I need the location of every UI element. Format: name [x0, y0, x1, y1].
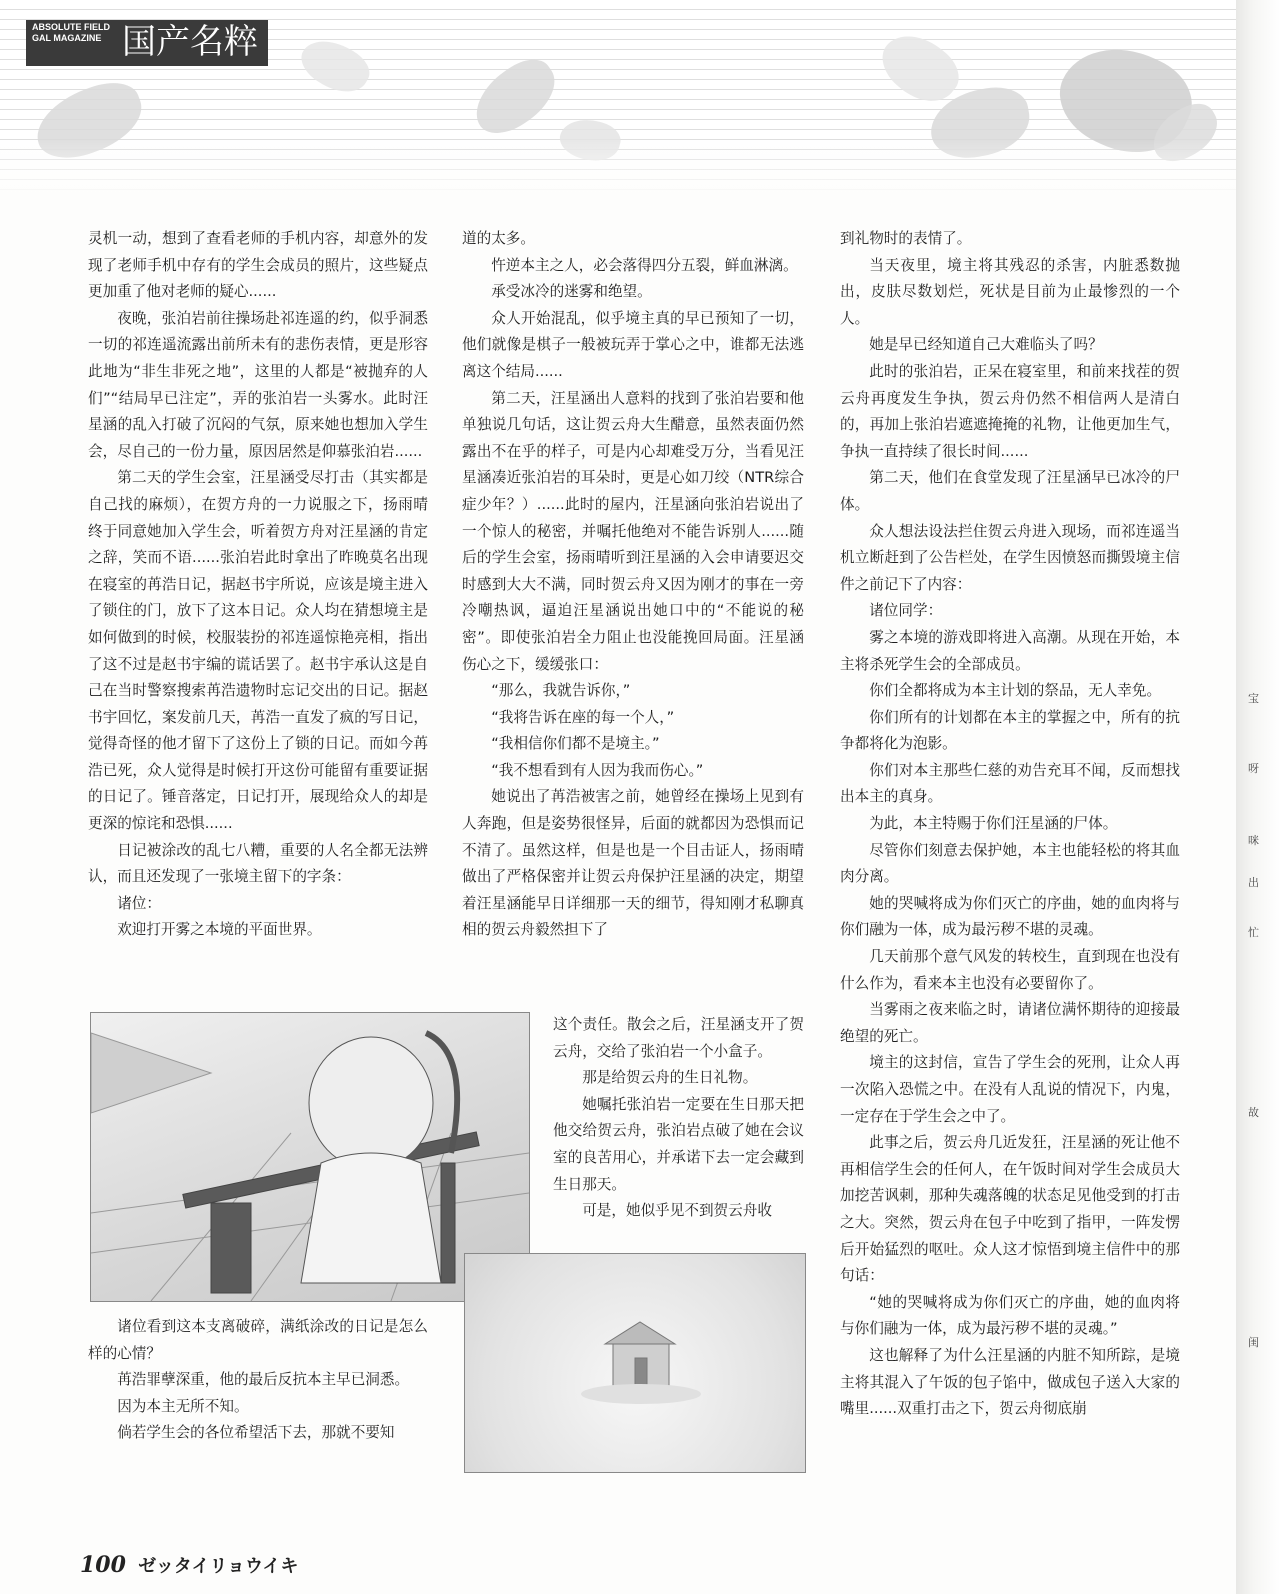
- text-column-middle-narrow: [553, 1012, 804, 1225]
- paragraph: 众人想法设法拦住贺云舟进入现场，而祁连遥当机立断赶到了公告栏处，在学生因愤怒而撕毁境主信件之前记下了内容：: [840, 522, 1180, 593]
- paragraph: 你们全都将成为本主计划的祭品，无人幸免。: [869, 682, 1162, 700]
- edge-char: 忙: [1248, 926, 1259, 939]
- paragraph: 此事之后，贺云舟几近发狂，汪星涵的死让他不再相信学生会的任何人，在午饭时间对学生会成员大加挖苦讽刺，那种失魂落魄的状态足见他受到的打击之大。突然，贺云舟在包子中吃到了指甲，一阵发愣后开始猛烈的呕吐。众人这才惊悟到境主信件中的那句话：: [840, 1134, 1180, 1285]
- paragraph: 这也解释了为什么汪星涵的内脏不知所踪，是境主将其混入了午饭的包子馅中，做成包子送入大家的嘴里......双重打击之下，贺云舟彻底崩: [840, 1346, 1180, 1418]
- paragraph: 苒浩罪孽深重，他的最后反抗本主早已洞悉。: [117, 1371, 410, 1389]
- paragraph: 忤逆本主之人，必会落得四分五裂，鲜血淋漓。: [491, 256, 798, 274]
- paragraph: 她说出了苒浩被害之前，她曾经在操场上见到有人奔跑，但是姿势很怪异，后面的就都因为恐惧而记不清了。虽然这样，但是也是一个目击证人，扬雨晴做出了严格保密并让贺云舟保护汪星涵的决定，期望着汪星涵能早日详细那一天的细节，得知刚才私聊真相的贺云舟毅然担下了: [462, 788, 804, 939]
- paragraph: 日记被涂改的乱七八糟，重要的人名全都无法辨认，而且还发现了一张境主留下的字条：: [88, 841, 428, 886]
- edge-char: 咪: [1248, 834, 1259, 847]
- paragraph: 可是，她似乎见不到贺云舟收: [582, 1202, 772, 1220]
- edge-char: 出: [1248, 876, 1259, 889]
- paragraph: “我相信你们都不是境主。”: [491, 735, 660, 753]
- paragraph: 诸位：: [117, 894, 161, 912]
- paragraph: 承受冰冷的迷雾和绝望。: [491, 283, 652, 301]
- petal-decoration: [294, 29, 377, 102]
- edge-char: 呀: [1248, 762, 1259, 775]
- text-column-right: [840, 226, 1180, 1423]
- section-title: 国产名粹: [122, 22, 258, 62]
- illustration-small-house: [464, 1253, 806, 1473]
- text-column-left: [88, 226, 428, 944]
- paragraph: 尽管你们刻意去保护她，本主也能轻松的将其血肉分离。: [840, 841, 1180, 886]
- logo-line1: ABSOLUTE FIELD: [32, 22, 110, 32]
- paragraph: 她嘱托张泊岩一定要在生日那天把他交给贺云舟，张泊岩点破了她在会议室的良苦用心，并承诺下去一定会藏到生日那天。: [553, 1095, 804, 1193]
- paragraph: “她的哭喊将成为你们灭亡的序曲，她的血肉将与你们融为一体，成为最污秽不堪的灵魂。”: [840, 1293, 1180, 1338]
- paragraph: 境主的这封信，宣告了学生会的死刑，让众人再一次陷入恐慌之中。在没有人乱说的情况下，内鬼，一定存在于学生会之中了。: [840, 1054, 1180, 1125]
- paragraph: 因为本主无所不知。: [117, 1397, 249, 1415]
- paragraph: 第二天，汪星涵出人意料的找到了张泊岩要和他单独说几句话，这让贺云舟大生醋意，虽然表面仍然露出不在乎的样子，可是内心却难受万分，当看见汪星涵凑近张泊岩的耳朵时，更是心如刀绞（NTR综合症少年？）......此时的屋内，汪星涵向张泊岩说出了一个惊人的秘密，并嘱托他绝对不能告诉别人......随后的学生会室，扬雨晴听到汪星涵的入会申请要迟交时感到大大不满，同时贺云舟又因为刚才的事在一旁冷嘲热讽，逼迫汪星涵说出她口中的“不能说的秘密”。即使张泊岩全力阻止也没能挽回局面。汪星涵伤心之下，缓缓张口：: [462, 389, 804, 673]
- paragraph: 诸位同学：: [869, 602, 943, 620]
- paragraph: 为此，本主特赐于你们汪星涵的尸体。: [869, 815, 1118, 833]
- paragraph: 欢迎打开雾之本境的平面世界。: [117, 921, 322, 939]
- paragraph: 诸位看到这本支离破碎，满纸涂改的日记是怎么样的心情？: [88, 1318, 428, 1362]
- paragraph: 到礼物时的表情了。: [840, 230, 972, 247]
- text-column-middle: [462, 226, 804, 944]
- magazine-name: ゼッタイリョウイキ: [138, 1556, 299, 1577]
- logo-line2: GAL MAGAZINE: [32, 33, 102, 43]
- paragraph: 道的太多。: [462, 230, 535, 247]
- paragraph: 她是早已经知道自己大难临头了吗？: [869, 336, 1103, 354]
- paragraph: 此时的张泊岩，正呆在寝室里，和前来找茬的贺云舟再度发生争执，贺云舟仍然不相信两人是清白的，再加上张泊岩遮遮掩掩的礼物，让他更加生气，争执一直持续了很长时间......: [840, 362, 1180, 460]
- paragraph: 灵机一动，想到了查看老师的手机内容，却意外的发现了老师手机中存有的学生会成员的照片，这些疑点更加重了他对老师的疑心......: [88, 230, 428, 301]
- paragraph: “我不想看到有人因为我而伤心。”: [491, 761, 704, 779]
- paragraph: 你们对本主那些仁慈的劝告充耳不闻，反而想找出本主的真身。: [840, 761, 1180, 806]
- paragraph: “我将告诉在座的每一个人，”: [491, 708, 675, 726]
- paragraph: “那么，我就告诉你，”: [491, 682, 631, 700]
- paragraph: 当天夜里，境主将其残忍的杀害，内脏悉数抛出，皮肤尽数划烂，死状是目前为止最惨烈的一个人。: [840, 256, 1180, 327]
- page-number: 100: [80, 1552, 126, 1578]
- magazine-logo: [26, 20, 268, 66]
- paragraph: 雾之本境的游戏即将进入高潮。从现在开始，本主将杀死学生会的全部成员。: [840, 628, 1180, 673]
- paragraph: 几天前那个意气风发的转校生，直到现在也没有什么作为，看来本主也没有必要留你了。: [840, 948, 1180, 992]
- edge-char: 宝: [1248, 692, 1259, 705]
- paragraph: 第二天的学生会室，汪星涵受尽打击（其实都是自己找的麻烦），在贺方舟的一力说服之下，扬雨晴终于同意她加入学生会，听着贺方舟对汪星涵的肯定之辞，笑而不语......张泊岩此时拿出了昨晚莫名出现在寝室的苒浩日记，据赵书宇所说，应该是境主进入了锁住的门，放下了这本日记。众人均在猜想境主是如何做到的时候，校服装扮的祁连遥惊艳亮相，指出了这不过是赵书宇编的谎话罢了。赵书宇承认这是自己在当时警察搜索苒浩遗物时忘记交出的日记。据赵书宇回忆，案发前几天，苒浩一直发了疯的写日记，觉得奇怪的他才留下了这份上了锁的日记。而如今苒浩已死，众人觉得是时候打开这份可能留有重要证据的日记了。锤音落定，日记打开，展现给众人的却是更深的惊诧和恐惧......: [88, 469, 428, 833]
- edge-char: 闺: [1248, 1336, 1259, 1349]
- paragraph: 当雾雨之夜来临之时，请诸位满怀期待的迎接最绝望的死亡。: [840, 1001, 1180, 1045]
- paragraph: 倘若学生会的各位希望活下去，那就不要知: [117, 1424, 395, 1442]
- edge-char: 故: [1248, 1106, 1259, 1119]
- paragraph: 第二天，他们在食堂发现了汪星涵早已冰冷的尸体。: [840, 469, 1180, 513]
- next-page-edge: [1236, 0, 1280, 1594]
- paragraph: 夜晚，张泊岩前往操场赴祁连遥的约，似乎洞悉一切的祁连遥流露出前所未有的悲伤表情，更是形容此地为“非生非死之地”，这里的人都是“被抛弃的人们”“结局早已注定”，弄的张泊岩一头雾水。此时汪星涵的乱入打破了沉闷的气氛，原来她也想加入学生会，尽自己的一份力量，原因居然是仰慕张泊岩......: [88, 309, 428, 460]
- paragraph: 那是给贺云舟的生日礼物。: [582, 1069, 758, 1087]
- text-column-left-bottom: [88, 1314, 428, 1447]
- petal-decoration: [463, 49, 568, 145]
- paragraph: 你们所有的计划都在本主的掌握之中，所有的抗争都将化为泡影。: [840, 708, 1180, 753]
- paragraph: 众人开始混乱，似乎境主真的早已预知了一切，他们就像是棋子一般被玩弄于掌心之中，谁都无法逃离这个结局......: [462, 309, 804, 380]
- paragraph: 她的哭喊将成为你们灭亡的序曲，她的血肉将与你们融为一体，成为最污秽不堪的灵魂。: [840, 894, 1180, 939]
- paragraph: 这个责任。散会之后，汪星涵支开了贺云舟，交给了张泊岩一个小盒子。: [553, 1016, 804, 1060]
- page-footer: [80, 1552, 298, 1578]
